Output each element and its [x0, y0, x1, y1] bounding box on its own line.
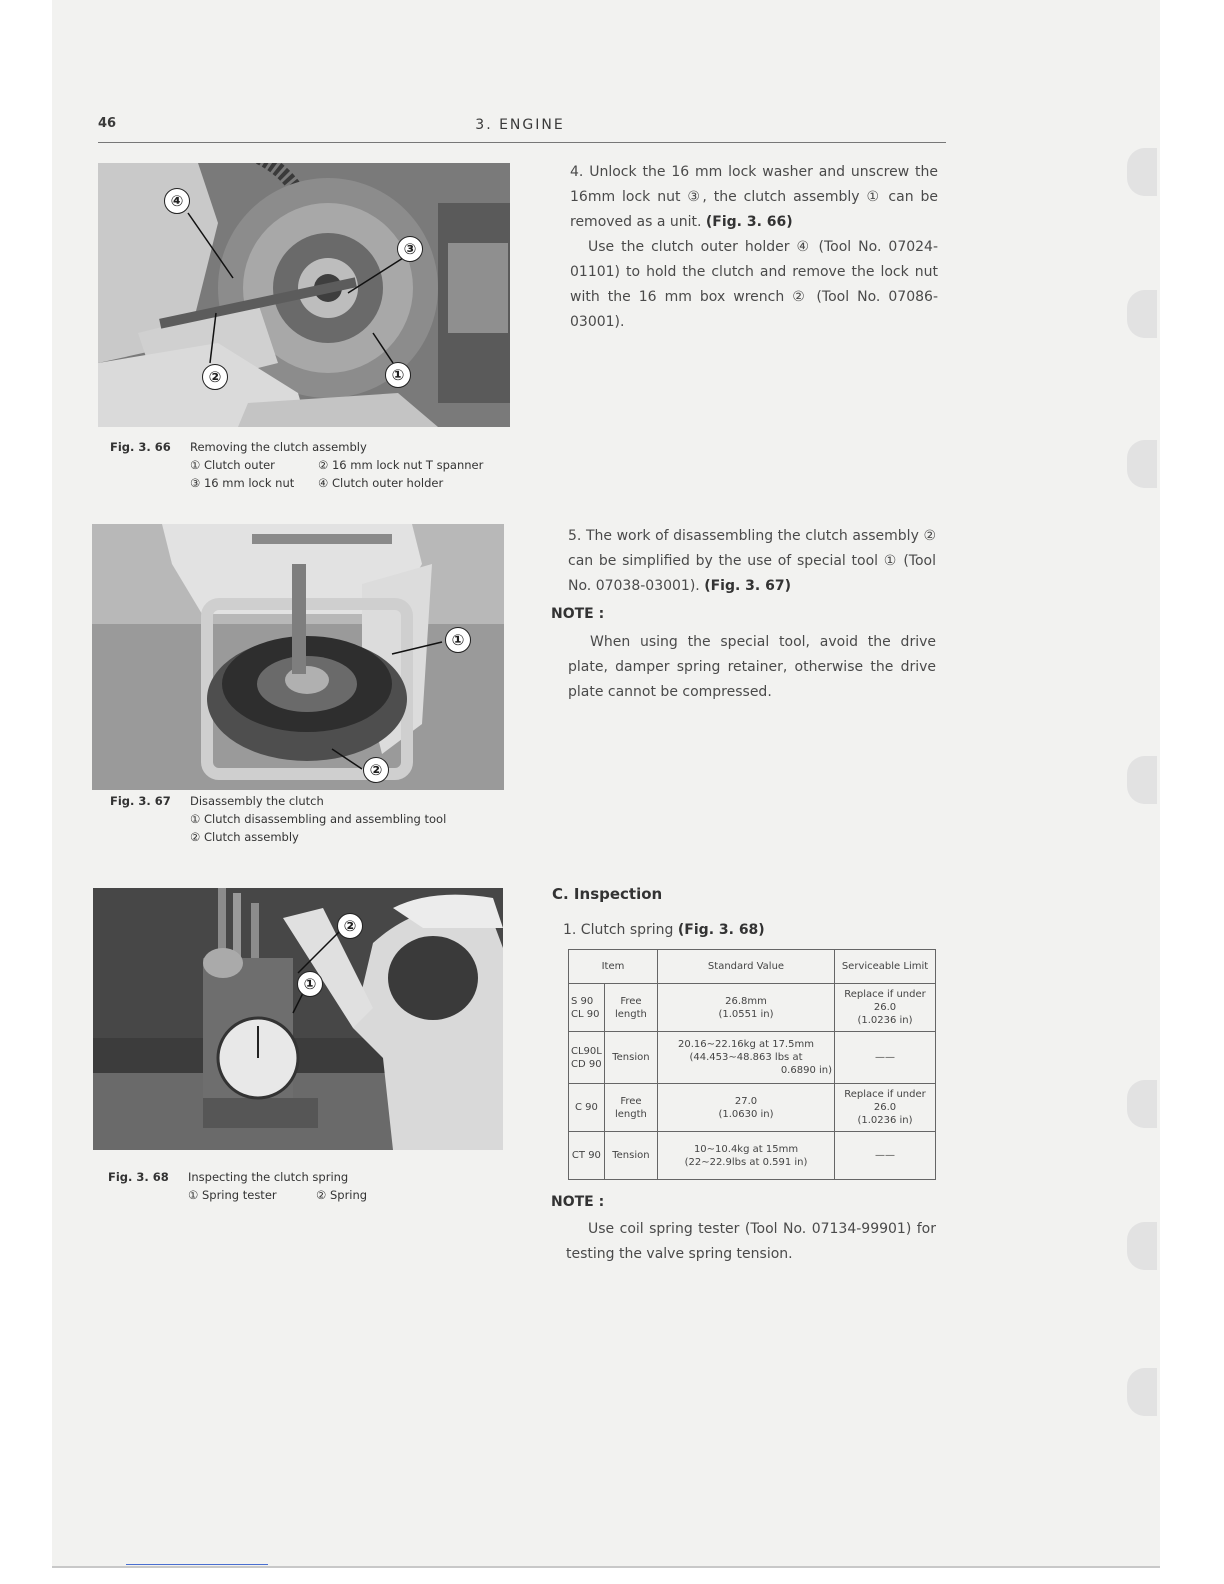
- table-header-cell: Serviceable Limit: [835, 950, 936, 984]
- callout-1: ①: [297, 971, 323, 997]
- table-cell: C 90: [569, 1084, 605, 1132]
- binder-hole-icon: [1127, 756, 1157, 804]
- table-header-cell: Standard Value: [658, 950, 835, 984]
- table-cell: Tension: [604, 1132, 657, 1180]
- table-cell: Free length: [604, 1084, 657, 1132]
- figure-part: ① Clutch disassembling and assembling tool: [190, 812, 447, 826]
- binder-hole-icon: [1127, 1222, 1157, 1270]
- clutch-spring-spec-table: [568, 949, 936, 1180]
- table-cell: [835, 1084, 936, 1132]
- standard-value: (44.453∼48.863 lbs at: [689, 1052, 803, 1063]
- figure-part: ② Clutch assembly: [190, 830, 299, 844]
- note-heading: NOTE :: [551, 1194, 605, 1210]
- standard-value: (1.0551 in): [718, 1008, 774, 1020]
- standard-value: 0.6890 in): [780, 1065, 832, 1076]
- figure-label: Fig. 3. 66: [110, 440, 171, 454]
- figure-reference: (Fig. 3. 66): [705, 214, 793, 230]
- callout-1: ①: [445, 627, 471, 653]
- step-4-text: [570, 160, 938, 335]
- figure-label: Fig. 3. 68: [108, 1170, 169, 1184]
- step-4-body-2: Use the clutch outer holder ④ (Tool No. 07024-01101) to hold the clutch and remove the lock nut with the 16 mm box wrench ② (Tool No. 07086-03001).: [570, 239, 938, 330]
- binder-hole-icon: [1127, 290, 1157, 338]
- table-row: [569, 1132, 936, 1180]
- inspection-item: [563, 918, 943, 943]
- callout-2: ②: [337, 913, 363, 939]
- table-cell: ——: [835, 1032, 936, 1084]
- header-rule: [98, 142, 946, 143]
- standard-value: (22∼22.9lbs at 0.591 in): [684, 1156, 808, 1168]
- page-number: 46: [98, 116, 117, 131]
- model-label: CL90L: [571, 1045, 602, 1057]
- callout-3: ③: [397, 236, 423, 262]
- figure-3-68-caption: [108, 1168, 528, 1204]
- bottom-link-underline: [126, 1564, 268, 1565]
- figure-part: ④ Clutch outer holder: [318, 476, 444, 490]
- binder-hole-icon: [1127, 1080, 1157, 1128]
- table-cell: [658, 1084, 835, 1132]
- table-cell: Free length: [604, 984, 657, 1032]
- figure-label: Fig. 3. 67: [110, 794, 171, 808]
- standard-value: 10∼10.4kg at 15mm: [693, 1143, 799, 1155]
- standard-value: 20.16∼22.16kg at 17.5mm: [678, 1039, 814, 1050]
- table-cell: [658, 1132, 835, 1180]
- section-heading: C. Inspection: [552, 885, 663, 903]
- limit-value: 26.0: [873, 1102, 897, 1113]
- figure-title: Inspecting the clutch spring: [188, 1170, 349, 1184]
- limit-value: Replace if under: [844, 1089, 926, 1100]
- limit-value: (1.0236 in): [857, 1115, 913, 1126]
- table-header-row: [569, 950, 936, 984]
- model-label: S 90: [571, 995, 594, 1007]
- figure-3-68-photo: [93, 888, 503, 1150]
- step-4-body: 4. Unlock the 16 mm lock washer and unscrew the 16mm lock nut ③, the clutch assembly ① can be removed as a unit.: [570, 164, 938, 230]
- table-cell: ——: [835, 1132, 936, 1180]
- standard-value: 27.0: [734, 1095, 758, 1107]
- figure-reference: (Fig. 3. 67): [704, 578, 791, 594]
- table-row: [569, 1084, 936, 1132]
- callout-1: ①: [385, 362, 411, 388]
- figure-3-66-photo: [98, 163, 510, 427]
- model-label: CL 90: [571, 1008, 600, 1020]
- figure-part: ② 16 mm lock nut T spanner: [318, 458, 484, 472]
- callout-4: ④: [164, 188, 190, 214]
- limit-value: Replace if under: [844, 989, 926, 1000]
- table-cell: [835, 984, 936, 1032]
- callout-2: ②: [363, 757, 389, 783]
- table-row: [569, 1032, 936, 1084]
- model-label: CD 90: [571, 1058, 602, 1070]
- inspection-item-label: 1. Clutch spring: [563, 922, 674, 938]
- limit-value: (1.0236 in): [857, 1015, 913, 1026]
- callout-2: ②: [202, 364, 228, 390]
- binder-hole-icon: [1127, 1368, 1157, 1416]
- table-cell: [569, 1032, 605, 1084]
- chapter-header: 3. ENGINE: [475, 117, 565, 133]
- page-bottom-border: [52, 1566, 1160, 1568]
- table-cell: [658, 1032, 835, 1084]
- binder-hole-icon: [1127, 148, 1157, 196]
- figure-title: Disassembly the clutch: [190, 794, 324, 808]
- table-cell: CT 90: [569, 1132, 605, 1180]
- figure-3-67-photo: [92, 524, 504, 790]
- note-text: Use coil spring tester (Tool No. 07134-99901) for testing the valve spring tension.: [566, 1221, 936, 1262]
- note-heading: NOTE :: [551, 606, 605, 622]
- figure-3-67-caption: [110, 792, 530, 846]
- figure-3-66-caption: [110, 438, 530, 492]
- figure-part: ① Spring tester: [188, 1188, 277, 1202]
- standard-value: 26.8mm: [725, 995, 767, 1007]
- table-cell: [569, 984, 605, 1032]
- table-header-cell: Item: [569, 950, 658, 984]
- table-cell: Tension: [604, 1032, 657, 1084]
- table-row: [569, 984, 936, 1032]
- figure-part: ③ 16 mm lock nut: [190, 476, 295, 490]
- binder-hole-icon: [1127, 440, 1157, 488]
- step-5-text: [568, 524, 936, 599]
- note-text: When using the special tool, avoid the drive plate, damper spring retainer, otherwise the drive plate cannot be compressed.: [568, 634, 936, 700]
- table-cell: [658, 984, 835, 1032]
- limit-value: 26.0: [873, 1002, 897, 1013]
- figure-title: Removing the clutch assembly: [190, 440, 367, 454]
- figure-part: ① Clutch outer: [190, 458, 275, 472]
- figure-reference: (Fig. 3. 68): [677, 922, 765, 938]
- standard-value: (1.0630 in): [718, 1108, 774, 1120]
- step-5-body: 5. The work of disassembling the clutch assembly ② can be simplified by the use of special tool ① (Tool No. 07038-03001).: [568, 528, 936, 594]
- figure-part: ② Spring: [316, 1188, 368, 1202]
